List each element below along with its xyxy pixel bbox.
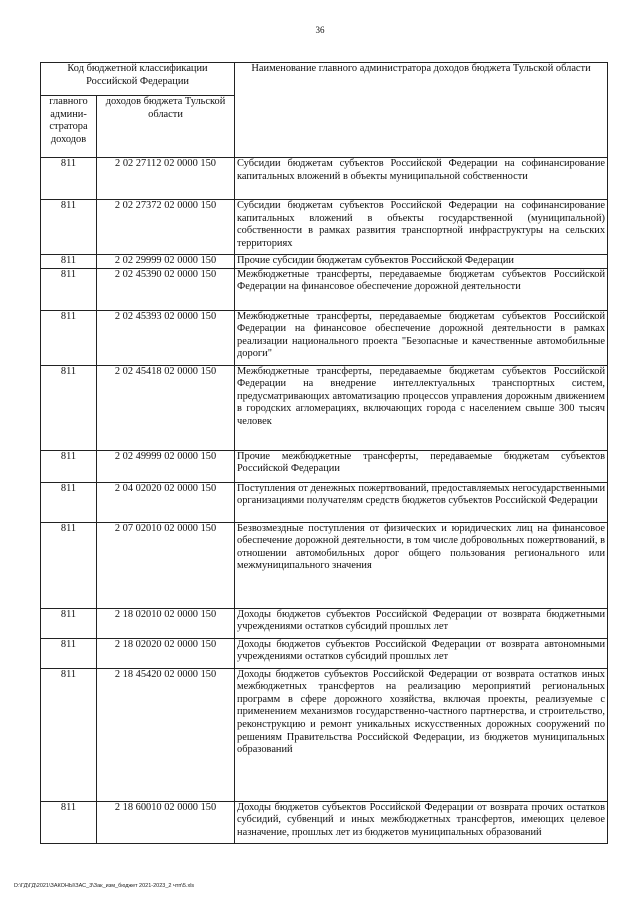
income-code-cell: 2 18 02020 02 0000 150 [97,638,235,668]
admin-code-cell: 811 [41,482,97,522]
table-row [41,450,608,482]
table-row [41,365,608,450]
income-code-cell: 2 02 27112 02 0000 150 [97,158,235,200]
income-name-cell: Доходы бюджетов субъектов Российской Федерации от возврата остатков иных межбюджетных трансфертов на реализацию мероприятий региональных программ в сфере дорожного хозяйства, включая проекты, реализуемые с применением механизмов государственно-частного партнерства, и строительство, реконструкцию и ремонт уникальных искусственных дорожных сооружений по решениям Правительства Российской Федерации, из бюджетов муниципальных образований [235,668,608,801]
table-row [41,310,608,365]
income-code-cell: 2 07 02010 02 0000 150 [97,522,235,608]
admin-code-cell: 811 [41,158,97,200]
admin-code-cell: 811 [41,268,97,310]
income-name-cell: Субсидии бюджетам субъектов Российской Федерации на софинансирование капитальных вложений в объекты государственной (муниципальной) собственности в рамках развития транспортной инфраструктуры на сельских территориях [235,200,608,255]
income-code-cell: 2 02 45393 02 0000 150 [97,310,235,365]
table-row [41,801,608,843]
income-code-cell: 2 02 45390 02 0000 150 [97,268,235,310]
table-row [41,158,608,200]
income-code-cell: 2 02 49999 02 0000 150 [97,450,235,482]
admin-code-cell: 811 [41,801,97,843]
name-column-header: Наименование главного администратора доходов бюджета Тульской области [235,63,608,158]
income-code-cell: 2 18 45420 02 0000 150 [97,668,235,801]
table-body [41,158,608,844]
admin-code-cell: 811 [41,200,97,255]
income-name-cell: Межбюджетные трансферты, передаваемые бюджетам субъектов Российской Федерации на внедрение интеллектуальных транспортных систем, предусматривающих автоматизацию процессов управления дорожным движением в городских агломерациях, включающих города с населением свыше 300 тысяч человек [235,365,608,450]
income-code-cell: 2 02 45418 02 0000 150 [97,365,235,450]
table-row [41,638,608,668]
admin-code-cell: 811 [41,310,97,365]
income-name-cell: Межбюджетные трансферты, передаваемые бюджетам субъектов Российской Федерации на финансовое обеспечение дорожной деятельности [235,268,608,310]
income-name-cell: Доходы бюджетов субъектов Российской Федерации от возврата бюджетными учреждениями остатков субсидий прошлых лет [235,608,608,638]
income-name-cell: Межбюджетные трансферты, передаваемые бюджетам субъектов Российской Федерации на финансовое обеспечение дорожной деятельности в рамках реализации национального проекта "Безопасные и качественные автомобильные дороги" [235,310,608,365]
income-name-cell: Субсидии бюджетам субъектов Российской Федерации на софинансирование капитальных вложений в объекты муниципальной собственности [235,158,608,200]
income-code-cell: 2 18 02010 02 0000 150 [97,608,235,638]
admin-code-cell: 811 [41,450,97,482]
column-group-header: Код бюджетной классификации Российской Федерации [41,63,235,96]
income-code-cell: 2 04 02020 02 0000 150 [97,482,235,522]
table-header-row [41,63,608,96]
admin-code-cell: 811 [41,365,97,450]
income-code-cell: 2 18 60010 02 0000 150 [97,801,235,843]
table-row [41,200,608,255]
table-row [41,522,608,608]
page-number: 36 [315,25,325,35]
admin-code-cell: 811 [41,638,97,668]
admin-code-cell: 811 [41,255,97,269]
file-path-footer: D:\ГД\ГД\2021\ЗАКОНЫ\ЗАС_3\Зак_изм_бюджет 2021-2023_2 чтп\5.xls [14,883,195,889]
income-column-header: доходов бюджета Тульской области [97,96,235,158]
admin-code-cell: 811 [41,522,97,608]
income-name-cell: Безвозмездные поступления от физических и юридических лиц на финансовое обеспечение дорожной деятельности, в том числе добровольных пожертвований, в отношении автомобильных дорог общего пользования регионального или межмуниципального значения [235,522,608,608]
income-name-cell: Прочие межбюджетные трансферты, передаваемые бюджетам субъектов Российской Федерации [235,450,608,482]
income-code-cell: 2 02 29999 02 0000 150 [97,255,235,269]
income-name-cell: Поступления от денежных пожертвований, предоставляемых негосударственными организациями получателям средств бюджетов субъектов Российской Федерации [235,482,608,522]
table-row [41,255,608,269]
revenue-classification-table [40,62,608,844]
admin-column-header: главного админи-стратора доходов [41,96,97,158]
income-code-cell: 2 02 27372 02 0000 150 [97,200,235,255]
income-name-cell: Доходы бюджетов субъектов Российской Федерации от возврата автономными учреждениями остатков субсидий прошлых лет [235,638,608,668]
table-row [41,268,608,310]
admin-code-cell: 811 [41,668,97,801]
table-row [41,608,608,638]
admin-code-cell: 811 [41,608,97,638]
income-name-cell: Доходы бюджетов субъектов Российской Федерации от возврата прочих остатков субсидий, субвенций и иных межбюджетных трансфертов, имеющих целевое назначение, прошлых лет из бюджетов муниципальных образований [235,801,608,843]
income-name-cell: Прочие субсидии бюджетам субъектов Российской Федерации [235,255,608,269]
table-row [41,668,608,801]
table-row [41,482,608,522]
